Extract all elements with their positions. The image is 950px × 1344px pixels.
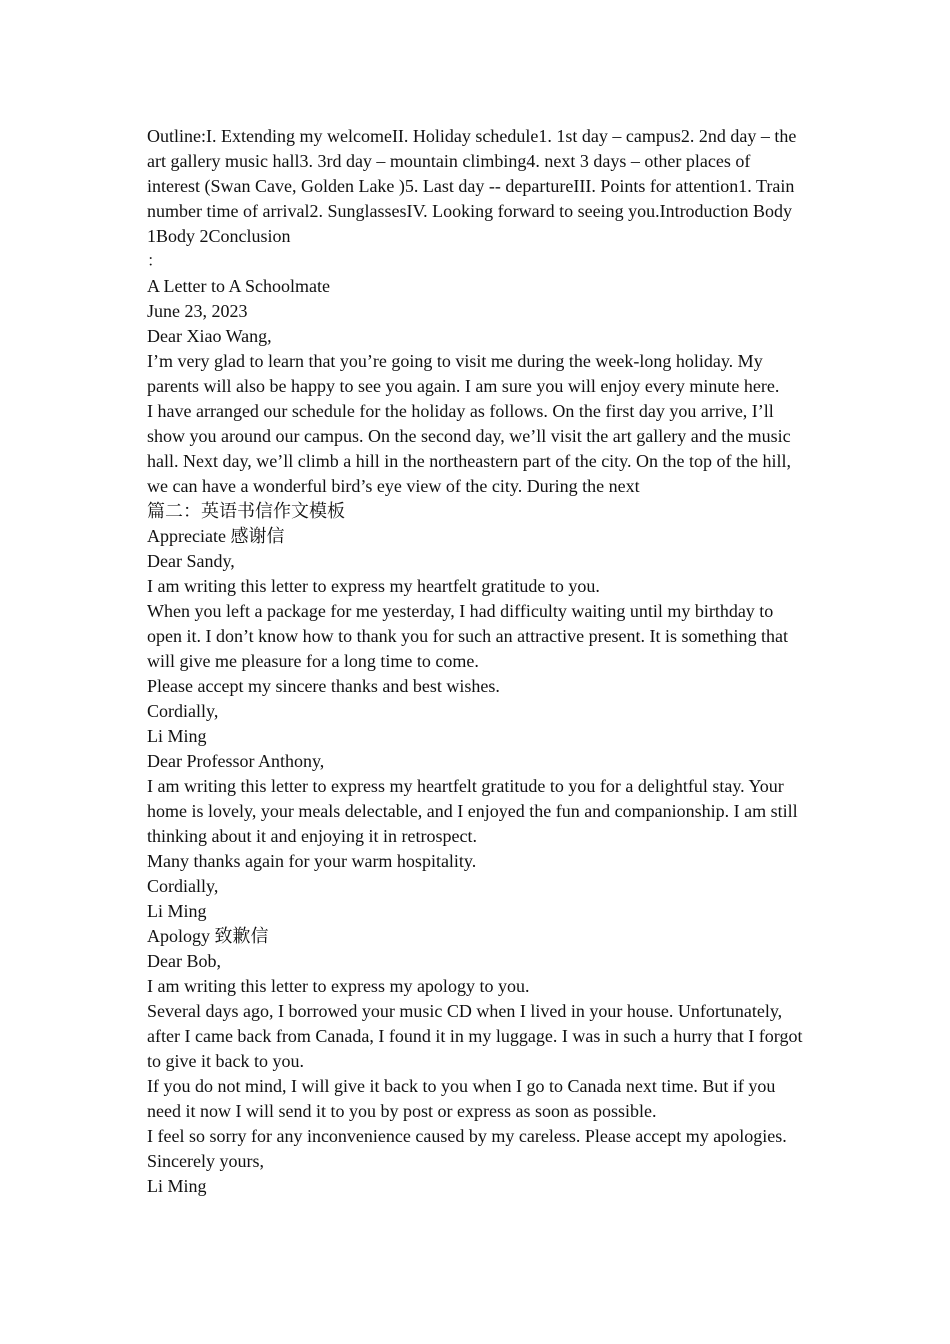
letter-salutation: Dear Xiao Wang, — [147, 326, 272, 346]
letter-paragraph: I have arranged our schedule for the holiday as follows. On the first day you arrive, I’ll show you around our campus. On the second day, we’ll visit the art gallery and the music hall. Next day, we’ll climb a hill in the northeastern part of the city. On the top of the hill, we can have a wonderful bird’s eye view of the city. During the next — [147, 401, 791, 496]
apology-heading: Apology 致歉信 — [147, 926, 269, 946]
letter-title: A Letter to A Schoolmate — [147, 276, 330, 296]
colon-line: ： — [147, 253, 164, 270]
letter-paragraph: I’m very glad to learn that you’re going to visit me during the week-long holiday. My parents will also be happy to see you again. I am sure you will enjoy every minute here. — [147, 351, 780, 396]
document-page — [147, 124, 807, 1199]
letter-paragraph: When you left a package for me yesterday, I had difficulty waiting until my birthday to open it. I don’t know how to thank you for such an attractive present. It is something that will give me pleasure for a long time to come. — [147, 601, 789, 671]
letter-paragraph: Many thanks again for your warm hospitality. — [147, 851, 477, 871]
letter-closing: Cordially, — [147, 701, 219, 721]
letter-signature: Li Ming — [147, 901, 207, 921]
letter-salutation: Dear Bob, — [147, 951, 221, 971]
letter-paragraph: I am writing this letter to express my heartfelt gratitude to you for a delightful stay. Your home is lovely, your meals delectable, and I enjoyed the fun and companionship. I am still thinking about it and enjoying it in retrospect. — [147, 776, 798, 846]
letter-salutation: Dear Professor Anthony, — [147, 751, 325, 771]
letter-paragraph: I am writing this letter to express my apology to you. — [147, 976, 530, 996]
letter-date: June 23, 2023 — [147, 301, 248, 321]
letter-paragraph: Please accept my sincere thanks and best wishes. — [147, 676, 500, 696]
letter-signature: Li Ming — [147, 1176, 207, 1196]
outline-paragraph: Outline:I. Extending my welcomeII. Holiday schedule1. 1st day – campus2. 2nd day – the art gallery music hall3. 3rd day – mountain climbing4. next 3 days – other places of interest (Swan Cave, Golden Lake )5. Last day -- departureIII. Points for attention1. Train number time of arrival2. SunglassesIV. Looking forward to seeing you.Introduction Body 1Body 2Conclusion — [147, 126, 797, 246]
appreciate-heading: Appreciate 感谢信 — [147, 526, 285, 546]
letter-salutation: Dear Sandy, — [147, 551, 235, 571]
letter-paragraph: I am writing this letter to express my heartfelt gratitude to you. — [147, 576, 600, 596]
letter-signature: Li Ming — [147, 726, 207, 746]
letter-paragraph: Several days ago, I borrowed your music CD when I lived in your house. Unfortunately, after I came back from Canada, I found it in my luggage. I was in such a hurry that I forgot to give it back to you. — [147, 1001, 803, 1071]
letter-paragraph: I feel so sorry for any inconvenience caused by my careless. Please accept my apologies. Sincerely yours, — [147, 1126, 787, 1171]
section-heading: 篇二：英语书信作文模板 — [147, 501, 345, 521]
letter-closing: Cordially, — [147, 876, 219, 896]
letter-paragraph: If you do not mind, I will give it back to you when I go to Canada next time. But if you need it now I will send it to you by post or express as soon as possible. — [147, 1076, 776, 1121]
